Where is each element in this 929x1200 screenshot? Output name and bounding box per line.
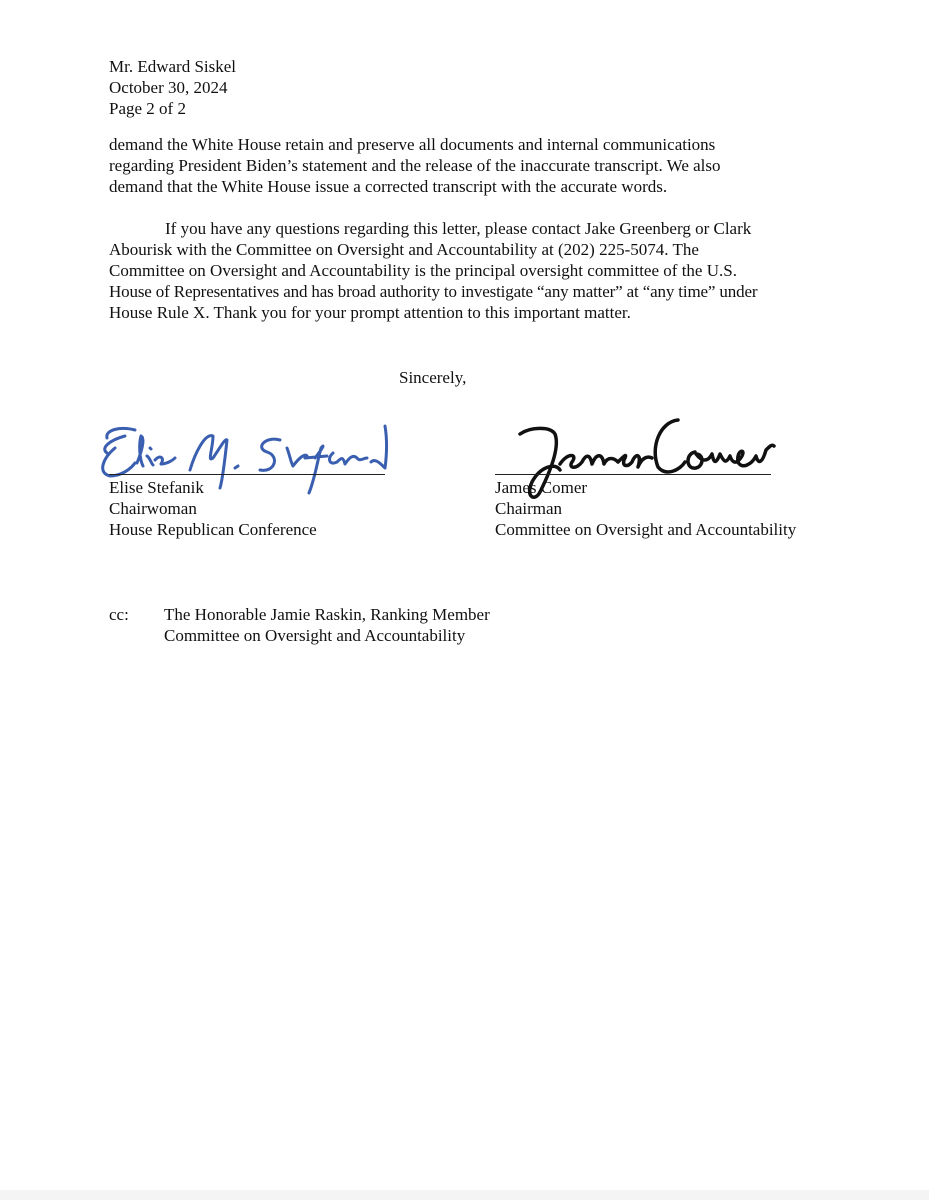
text-line: House Rule X. Thank you for your prompt attention to this important matter. [109,303,631,322]
letter-date: October 30, 2024 [109,78,228,97]
text-line: Abourisk with the Committee on Oversight and Accountability at (202) 225-5074. The [109,240,699,259]
text-line: Committee on Oversight and Accountability is the principal oversight committee of the U.S. [109,261,737,280]
signer-organization: House Republican Conference [109,520,317,539]
recipient: Mr. Edward Siskel [109,57,237,76]
signature-line [109,474,385,475]
cc-label: cc: [109,605,129,624]
signer-title: Chairman [495,499,563,518]
cc-line: Committee on Oversight and Accountability [164,626,466,645]
cc-line: The Honorable Jamie Raskin, Ranking Member [164,605,490,624]
signer-name: James Comer [495,478,588,497]
signer-organization: Committee on Oversight and Accountability [495,520,797,539]
signer-name: Elise Stefanik [109,478,204,497]
text-line: demand the White House retain and preserve all documents and internal communications [109,135,716,154]
text-line: demand that the White House issue a corrected transcript with the accurate words. [109,177,668,196]
signature-line [495,474,771,475]
text-line: House of Representatives and has broad authority to investigate “any matter” at “any time” under [109,282,758,301]
page-bottom-edge [0,1190,929,1200]
text-line: If you have any questions regarding this letter, please contact Jake Greenberg or Clark [165,219,752,238]
text-line: regarding President Biden’s statement and the release of the inaccurate transcript. We also [109,156,721,175]
page-number: Page 2 of 2 [109,99,186,118]
closing: Sincerely, [399,368,467,387]
signer-title: Chairwoman [109,499,197,518]
